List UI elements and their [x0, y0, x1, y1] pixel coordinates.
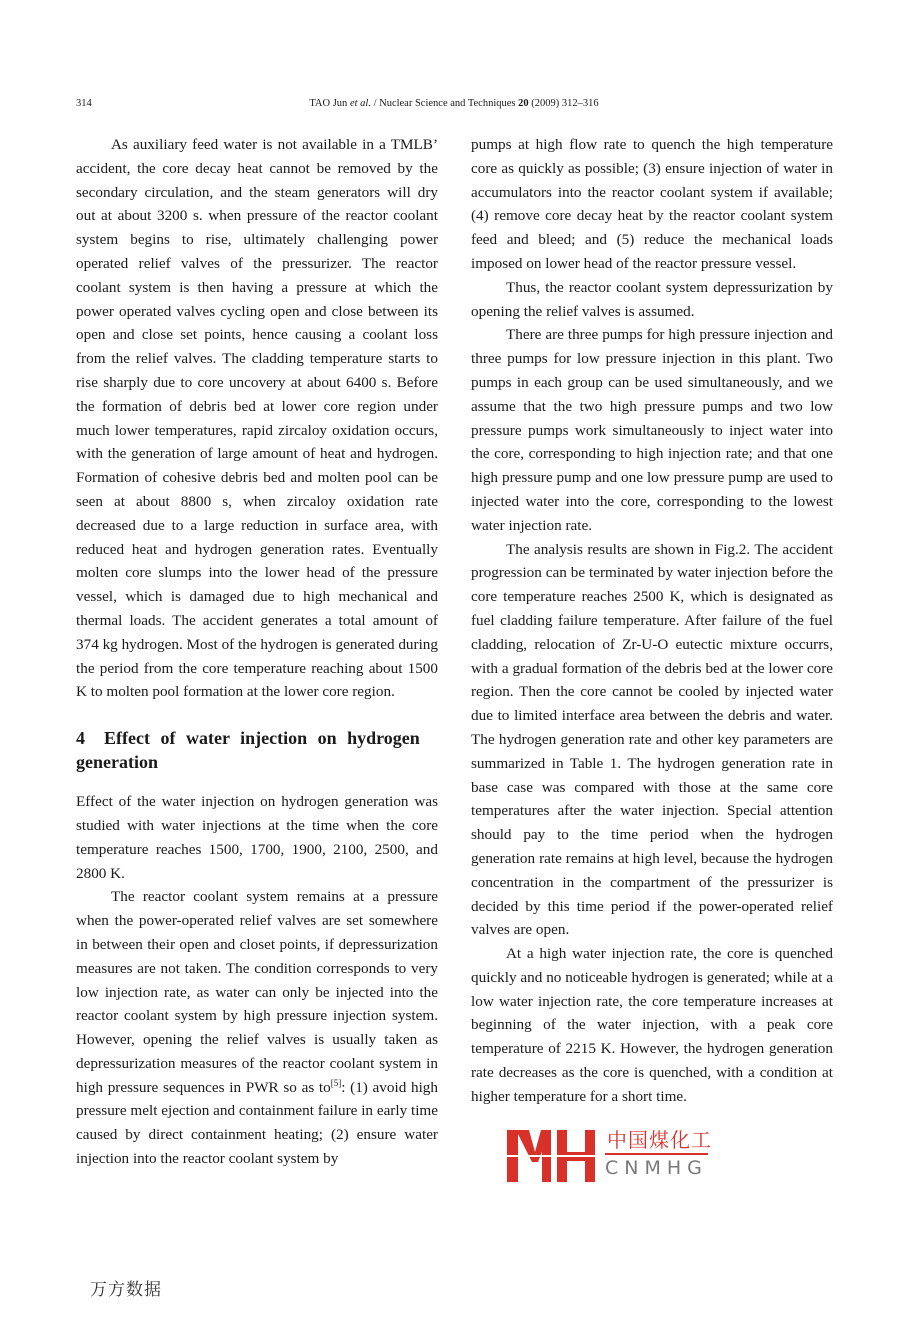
section-title: Effect of water injection on hydrogen generation — [76, 728, 420, 773]
journal-name: Nuclear Science and Techniques — [379, 98, 516, 109]
mh-logo-icon — [505, 1128, 597, 1184]
paragraph: There are three pumps for high pressure injection and three pumps for low pressure injection in this plant. Two pumps in each group can be used simultaneously, and we assume that the two high pressure pumps and two low pressure pumps work simultaneously to inject water into the core, corresponding to high injection rate; and that one high pressure pump and one low pressure pump are used to injected water into the core, corresponding to the lowest water injection rate. — [471, 326, 833, 534]
page-number: 314 — [76, 98, 92, 109]
citation-reference[interactable]: [5] — [330, 1077, 342, 1088]
author-name: TAO Jun — [309, 98, 348, 109]
journal-volume: 20 — [518, 98, 529, 109]
journal-year-pages: (2009) 312–316 — [531, 98, 599, 109]
left-column — [76, 133, 438, 1171]
paragraph: As auxiliary feed water is not available in a TMLB’ accident, the core decay heat cannot be removed by the secondary circulation, and the steam generators will dry out at about 3200 s. when pressure of the reactor coolant system begins to rise, ultimately challenging power operated relief valves of the pressurizer. The reactor coolant system is then having a pressure at which the power operated valves cycling open and close between its open and close set points, hence causing a coolant loss from the relief valves. The cladding temperature starts to rise sharply due to core uncovery at about 6400 s. Before the formation of debris bed at lower core region under much lower temperatures, rapid zircaloy oxidation occurs, with the generation of large amount of heat and hydrogen. Formation of cohesive debris bed and molten pool can be seen at about 8800 s, when zircaloy oxidation rate decreased due to a large reduction in surface area, with reduced heat and hydrogen generation rates. Eventually molten core slumps into the lower head of the pressure vessel, which is damaged due to high mechanical and thermal loads. The accident generates a total amount of 374 kg hydrogen. Most of the hydrogen is generated during the period from the core temperature reaching about 1500 K to molten pool formation at the lower core region. — [76, 136, 438, 701]
watermark-divider — [605, 1153, 708, 1155]
running-head — [76, 96, 832, 112]
et-al: et al. — [349, 98, 371, 109]
watermark-logo — [505, 1128, 720, 1184]
paragraph: The analysis results are shown in Fig.2. The accident progression can be terminated by water injection before the core temperature reaches 2500 K, which is designated as fuel cladding failure temperature. After failure of the fuel cladding, relocation of Zr-U-O eutectic mixture occurrs, with a gradual formation of the debris bed at the lower core region. Then the core cannot be cooled by injected water due to limited interface area between the debris and water. The hydrogen generation rate and other key parameters are summarized in Table 1. The hydrogen generation rate in base case was compared with those at the same core temperatures after the water injection. Special attention should pay to the time period when the hydrogen generation rate remains at high level, because the hydrogen concentration in the compartment of the pressurizer is decided by this time period if the power-operated relief valves are open. — [471, 540, 833, 939]
paragraph: Effect of the water injection on hydrogen generation was studied with water injections at the time when the core temperature reaches 1500, 1700, 1900, 2100, 2500, and 2800 K. — [76, 793, 438, 882]
watermark-english-text: CNMHG — [605, 1157, 708, 1179]
section-heading — [76, 726, 438, 774]
paragraph: Thus, the reactor coolant system depressurization by opening the relief valves is assumed. — [471, 278, 833, 320]
right-column — [471, 133, 833, 1109]
paragraph: The reactor coolant system remains at a pressure when the power-operated relief valves are set somewhere in between their open and closet points, if depressurization measures are not taken. The condition corresponds to very low injection rate, as water can only be injected into the reactor coolant system by high pressure injection system. However, opening the relief valves is usually taken as depressurization measures of the reactor coolant system in high pressure sequences in PWR so as to[5]: (1) avoid high pressure melt ejection and containment failure in early time caused by direct containment heating; (2) ensure water injection into the reactor coolant system by — [76, 888, 438, 1168]
watermark-chinese-text: 中国煤化工 — [605, 1124, 714, 1153]
paragraph: pumps at high flow rate to quench the high temperature core as quickly as possible; (3) ensure injection of water in accumulators into the reactor coolant system if available; (4) remove core decay heat by the reactor coolant system feed and bleed; and (5) reduce the mechanical loads imposed on lower head of the reactor pressure vessel. — [471, 136, 833, 272]
journal-citation: TAO Jun et al. / Nuclear Science and Techniques 20 (2009) 312–316 — [309, 98, 599, 109]
paragraph: At a high water injection rate, the core is quenched quickly and no noticeable hydrogen is generated; while at a low water injection rate, the core temperature increases at beginning of the water injection, with a peak core temperature of 2215 K. However, the hydrogen generation rate decreases as the core is quenched, with a condition at higher temperature for a short time. — [471, 945, 833, 1105]
source-watermark: 万方数据 — [90, 1280, 162, 1300]
section-number: 4 — [76, 728, 85, 749]
